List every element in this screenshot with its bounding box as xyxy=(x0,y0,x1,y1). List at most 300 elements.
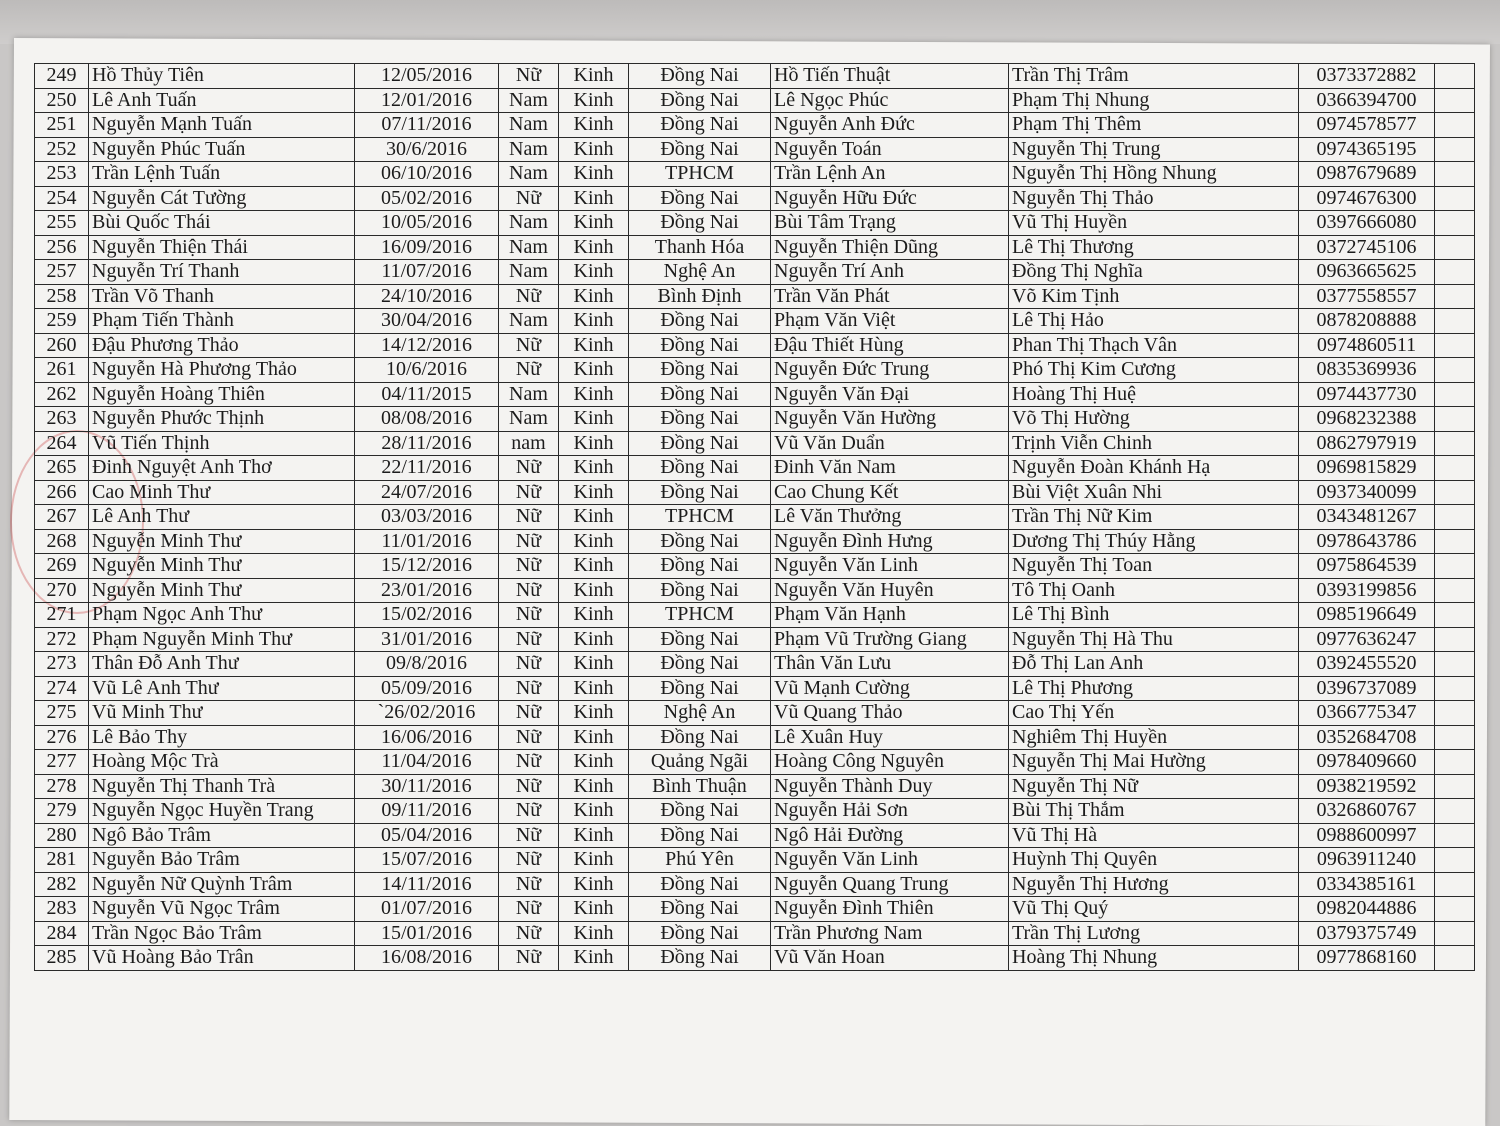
table-row xyxy=(35,529,1475,554)
hometown-cell: Đồng Nai xyxy=(629,652,771,677)
hometown-cell: TPHCM xyxy=(629,162,771,187)
ethnicity-cell: Kinh xyxy=(559,603,629,628)
hometown-cell: Phú Yên xyxy=(629,848,771,873)
ethnicity-cell: Kinh xyxy=(559,725,629,750)
birth-date-cell: 11/07/2016 xyxy=(355,260,499,285)
birth-date-cell: 15/02/2016 xyxy=(355,603,499,628)
empty-cell xyxy=(1435,64,1475,89)
table-row xyxy=(35,921,1475,946)
empty-cell xyxy=(1435,529,1475,554)
table-row xyxy=(35,137,1475,162)
empty-cell xyxy=(1435,652,1475,677)
gender-cell: Nữ xyxy=(499,480,559,505)
ethnicity-cell: Kinh xyxy=(559,260,629,285)
table-row xyxy=(35,64,1475,89)
row-number-cell: 269 xyxy=(35,554,89,579)
hometown-cell: Thanh Hóa xyxy=(629,235,771,260)
father-name-cell: Trần Lệnh An xyxy=(771,162,1009,187)
father-name-cell: Lê Văn Thưởng xyxy=(771,505,1009,530)
ethnicity-cell: Kinh xyxy=(559,431,629,456)
table-row xyxy=(35,480,1475,505)
empty-cell xyxy=(1435,505,1475,530)
row-number-cell: 265 xyxy=(35,456,89,481)
mother-name-cell: Vũ Thị Huyền xyxy=(1009,211,1299,236)
mother-name-cell: Nguyễn Thị Mai Hường xyxy=(1009,750,1299,775)
mother-name-cell: Hoàng Thị Nhung xyxy=(1009,946,1299,971)
student-roster-table xyxy=(34,63,1475,971)
empty-cell xyxy=(1435,774,1475,799)
mother-name-cell: Phan Thị Thạch Vân xyxy=(1009,333,1299,358)
ethnicity-cell: Kinh xyxy=(559,774,629,799)
empty-cell xyxy=(1435,823,1475,848)
row-number-cell: 267 xyxy=(35,505,89,530)
student-name-cell: Nguyễn Ngọc Huyền Trang xyxy=(89,799,355,824)
hometown-cell: Bình Định xyxy=(629,284,771,309)
father-name-cell: Nguyễn Văn Linh xyxy=(771,554,1009,579)
empty-cell xyxy=(1435,725,1475,750)
father-name-cell: Nguyễn Anh Đức xyxy=(771,113,1009,138)
empty-cell xyxy=(1435,113,1475,138)
phone-number-cell: 0974365195 xyxy=(1299,137,1435,162)
hometown-cell: Đồng Nai xyxy=(629,872,771,897)
phone-number-cell: 0366394700 xyxy=(1299,88,1435,113)
mother-name-cell: Nguyễn Thị Nữ xyxy=(1009,774,1299,799)
birth-date-cell: 14/11/2016 xyxy=(355,872,499,897)
birth-date-cell: 11/04/2016 xyxy=(355,750,499,775)
student-name-cell: Nguyễn Minh Thư xyxy=(89,554,355,579)
gender-cell: Nữ xyxy=(499,872,559,897)
background-shadow xyxy=(0,0,1500,44)
father-name-cell: Hoàng Công Nguyên xyxy=(771,750,1009,775)
gender-cell: Nữ xyxy=(499,529,559,554)
birth-date-cell: 08/08/2016 xyxy=(355,407,499,432)
gender-cell: Nam xyxy=(499,88,559,113)
father-name-cell: Thân Văn Lưu xyxy=(771,652,1009,677)
mother-name-cell: Lê Thị Thương xyxy=(1009,235,1299,260)
mother-name-cell: Bùi Việt Xuân Nhi xyxy=(1009,480,1299,505)
student-name-cell: Thân Đỗ Anh Thư xyxy=(89,652,355,677)
row-number-cell: 263 xyxy=(35,407,89,432)
phone-number-cell: 0326860767 xyxy=(1299,799,1435,824)
student-name-cell: Nguyễn Phước Thịnh xyxy=(89,407,355,432)
table-row xyxy=(35,750,1475,775)
father-name-cell: Vũ Quang Thảo xyxy=(771,701,1009,726)
mother-name-cell: Trịnh Viễn Chinh xyxy=(1009,431,1299,456)
gender-cell: Nữ xyxy=(499,505,559,530)
gender-cell: Nữ xyxy=(499,750,559,775)
gender-cell: Nữ xyxy=(499,799,559,824)
gender-cell: Nam xyxy=(499,235,559,260)
birth-date-cell: 12/05/2016 xyxy=(355,64,499,89)
table-row xyxy=(35,652,1475,677)
mother-name-cell: Trần Thị Nữ Kim xyxy=(1009,505,1299,530)
phone-number-cell: 0366775347 xyxy=(1299,701,1435,726)
phone-number-cell: 0977636247 xyxy=(1299,627,1435,652)
row-number-cell: 285 xyxy=(35,946,89,971)
student-name-cell: Nguyễn Nữ Quỳnh Trâm xyxy=(89,872,355,897)
phone-number-cell: 0978409660 xyxy=(1299,750,1435,775)
empty-cell xyxy=(1435,897,1475,922)
ethnicity-cell: Kinh xyxy=(559,627,629,652)
hometown-cell: Quảng Ngãi xyxy=(629,750,771,775)
mother-name-cell: Cao Thị Yến xyxy=(1009,701,1299,726)
mother-name-cell: Phạm Thị Thêm xyxy=(1009,113,1299,138)
ethnicity-cell: Kinh xyxy=(559,921,629,946)
ethnicity-cell: Kinh xyxy=(559,235,629,260)
ethnicity-cell: Kinh xyxy=(559,88,629,113)
empty-cell xyxy=(1435,603,1475,628)
phone-number-cell: 0397666080 xyxy=(1299,211,1435,236)
row-number-cell: 280 xyxy=(35,823,89,848)
phone-number-cell: 0372745106 xyxy=(1299,235,1435,260)
student-name-cell: Nguyễn Trí Thanh xyxy=(89,260,355,285)
student-name-cell: Vũ Minh Thư xyxy=(89,701,355,726)
empty-cell xyxy=(1435,578,1475,603)
row-number-cell: 256 xyxy=(35,235,89,260)
gender-cell: Nam xyxy=(499,137,559,162)
table-row xyxy=(35,799,1475,824)
table-row xyxy=(35,211,1475,236)
gender-cell: Nữ xyxy=(499,823,559,848)
father-name-cell: Nguyễn Hữu Đức xyxy=(771,186,1009,211)
phone-number-cell: 0938219592 xyxy=(1299,774,1435,799)
hometown-cell: Đồng Nai xyxy=(629,113,771,138)
phone-number-cell: 0968232388 xyxy=(1299,407,1435,432)
empty-cell xyxy=(1435,554,1475,579)
student-name-cell: Nguyễn Cát Tường xyxy=(89,186,355,211)
phone-number-cell: 0974860511 xyxy=(1299,333,1435,358)
ethnicity-cell: Kinh xyxy=(559,309,629,334)
mother-name-cell: Trần Thị Lương xyxy=(1009,921,1299,946)
row-number-cell: 278 xyxy=(35,774,89,799)
table-row xyxy=(35,578,1475,603)
mother-name-cell: Phạm Thị Nhung xyxy=(1009,88,1299,113)
gender-cell: Nam xyxy=(499,260,559,285)
hometown-cell: Đồng Nai xyxy=(629,823,771,848)
row-number-cell: 254 xyxy=(35,186,89,211)
father-name-cell: Cao Chung Kết xyxy=(771,480,1009,505)
father-name-cell: Nguyễn Đức Trung xyxy=(771,358,1009,383)
birth-date-cell: 15/01/2016 xyxy=(355,921,499,946)
hometown-cell: Đồng Nai xyxy=(629,799,771,824)
ethnicity-cell: Kinh xyxy=(559,333,629,358)
hometown-cell: Đồng Nai xyxy=(629,309,771,334)
phone-number-cell: 0985196649 xyxy=(1299,603,1435,628)
empty-cell xyxy=(1435,284,1475,309)
phone-number-cell: 0937340099 xyxy=(1299,480,1435,505)
table-row xyxy=(35,848,1475,873)
student-name-cell: Hoàng Mộc Trà xyxy=(89,750,355,775)
table-row xyxy=(35,627,1475,652)
mother-name-cell: Trần Thị Trâm xyxy=(1009,64,1299,89)
table-row xyxy=(35,309,1475,334)
ethnicity-cell: Kinh xyxy=(559,358,629,383)
hometown-cell: Đồng Nai xyxy=(629,186,771,211)
student-name-cell: Phạm Nguyễn Minh Thư xyxy=(89,627,355,652)
student-name-cell: Nguyễn Phúc Tuấn xyxy=(89,137,355,162)
row-number-cell: 272 xyxy=(35,627,89,652)
empty-cell xyxy=(1435,750,1475,775)
ethnicity-cell: Kinh xyxy=(559,554,629,579)
student-name-cell: Lê Bảo Thy xyxy=(89,725,355,750)
ethnicity-cell: Kinh xyxy=(559,186,629,211)
table-row xyxy=(35,725,1475,750)
birth-date-cell: 01/07/2016 xyxy=(355,897,499,922)
table-row xyxy=(35,407,1475,432)
row-number-cell: 266 xyxy=(35,480,89,505)
empty-cell xyxy=(1435,309,1475,334)
student-name-cell: Nguyễn Bảo Trâm xyxy=(89,848,355,873)
hometown-cell: Đồng Nai xyxy=(629,529,771,554)
row-number-cell: 268 xyxy=(35,529,89,554)
hometown-cell: Đồng Nai xyxy=(629,554,771,579)
father-name-cell: Vũ Văn Hoan xyxy=(771,946,1009,971)
gender-cell: Nữ xyxy=(499,64,559,89)
row-number-cell: 253 xyxy=(35,162,89,187)
birth-date-cell: 05/09/2016 xyxy=(355,676,499,701)
phone-number-cell: 0974578577 xyxy=(1299,113,1435,138)
student-name-cell: Lê Anh Tuấn xyxy=(89,88,355,113)
row-number-cell: 261 xyxy=(35,358,89,383)
mother-name-cell: Võ Thị Hường xyxy=(1009,407,1299,432)
phone-number-cell: 0835369936 xyxy=(1299,358,1435,383)
empty-cell xyxy=(1435,946,1475,971)
table-row xyxy=(35,333,1475,358)
empty-cell xyxy=(1435,799,1475,824)
student-name-cell: Vũ Tiến Thịnh xyxy=(89,431,355,456)
gender-cell: Nữ xyxy=(499,627,559,652)
empty-cell xyxy=(1435,848,1475,873)
gender-cell: Nữ xyxy=(499,725,559,750)
student-name-cell: Trần Ngọc Bảo Trâm xyxy=(89,921,355,946)
gender-cell: Nam xyxy=(499,162,559,187)
empty-cell xyxy=(1435,480,1475,505)
birth-date-cell: 16/06/2016 xyxy=(355,725,499,750)
father-name-cell: Nguyễn Văn Hường xyxy=(771,407,1009,432)
table-row xyxy=(35,701,1475,726)
gender-cell: Nữ xyxy=(499,603,559,628)
father-name-cell: Trần Phương Nam xyxy=(771,921,1009,946)
mother-name-cell: Nguyễn Đoàn Khánh Hạ xyxy=(1009,456,1299,481)
table-row xyxy=(35,186,1475,211)
ethnicity-cell: Kinh xyxy=(559,848,629,873)
table-row xyxy=(35,456,1475,481)
empty-cell xyxy=(1435,407,1475,432)
birth-date-cell: 30/6/2016 xyxy=(355,137,499,162)
row-number-cell: 250 xyxy=(35,88,89,113)
ethnicity-cell: Kinh xyxy=(559,382,629,407)
empty-cell xyxy=(1435,872,1475,897)
empty-cell xyxy=(1435,333,1475,358)
gender-cell: Nữ xyxy=(499,701,559,726)
student-name-cell: Hồ Thủy Tiên xyxy=(89,64,355,89)
row-number-cell: 258 xyxy=(35,284,89,309)
birth-date-cell: 05/02/2016 xyxy=(355,186,499,211)
birth-date-cell: 16/09/2016 xyxy=(355,235,499,260)
table-row xyxy=(35,897,1475,922)
phone-number-cell: 0392455520 xyxy=(1299,652,1435,677)
student-name-cell: Vũ Hoàng Bảo Trân xyxy=(89,946,355,971)
ethnicity-cell: Kinh xyxy=(559,505,629,530)
table-row xyxy=(35,260,1475,285)
student-name-cell: Nguyễn Hà Phương Thảo xyxy=(89,358,355,383)
student-name-cell: Đậu Phương Thảo xyxy=(89,333,355,358)
birth-date-cell: 10/6/2016 xyxy=(355,358,499,383)
mother-name-cell: Nguyễn Thị Thảo xyxy=(1009,186,1299,211)
row-number-cell: 277 xyxy=(35,750,89,775)
table-row xyxy=(35,382,1475,407)
row-number-cell: 275 xyxy=(35,701,89,726)
hometown-cell: Đồng Nai xyxy=(629,627,771,652)
hometown-cell: Đồng Nai xyxy=(629,64,771,89)
empty-cell xyxy=(1435,921,1475,946)
father-name-cell: Nguyễn Đình Hưng xyxy=(771,529,1009,554)
table-row xyxy=(35,113,1475,138)
ethnicity-cell: Kinh xyxy=(559,64,629,89)
hometown-cell: Đồng Nai xyxy=(629,382,771,407)
father-name-cell: Đậu Thiết Hùng xyxy=(771,333,1009,358)
phone-number-cell: 0352684708 xyxy=(1299,725,1435,750)
table-row xyxy=(35,774,1475,799)
student-name-cell: Cao Minh Thư xyxy=(89,480,355,505)
student-name-cell: Lê Anh Thư xyxy=(89,505,355,530)
gender-cell: Nam xyxy=(499,113,559,138)
phone-number-cell: 0982044886 xyxy=(1299,897,1435,922)
father-name-cell: Phạm Văn Việt xyxy=(771,309,1009,334)
father-name-cell: Phạm Vũ Trường Giang xyxy=(771,627,1009,652)
birth-date-cell: 06/10/2016 xyxy=(355,162,499,187)
birth-date-cell: 30/11/2016 xyxy=(355,774,499,799)
empty-cell xyxy=(1435,701,1475,726)
gender-cell: nam xyxy=(499,431,559,456)
birth-date-cell: 31/01/2016 xyxy=(355,627,499,652)
gender-cell: Nữ xyxy=(499,774,559,799)
gender-cell: Nữ xyxy=(499,848,559,873)
mother-name-cell: Vũ Thị Hà xyxy=(1009,823,1299,848)
father-name-cell: Ngô Hải Đường xyxy=(771,823,1009,848)
table-row xyxy=(35,603,1475,628)
father-name-cell: Phạm Văn Hạnh xyxy=(771,603,1009,628)
father-name-cell: Nguyễn Văn Đại xyxy=(771,382,1009,407)
birth-date-cell: 04/11/2015 xyxy=(355,382,499,407)
ethnicity-cell: Kinh xyxy=(559,137,629,162)
empty-cell xyxy=(1435,88,1475,113)
gender-cell: Nữ xyxy=(499,578,559,603)
mother-name-cell: Đồng Thị Nghĩa xyxy=(1009,260,1299,285)
hometown-cell: Đồng Nai xyxy=(629,946,771,971)
empty-cell xyxy=(1435,186,1475,211)
student-name-cell: Nguyễn Minh Thư xyxy=(89,529,355,554)
gender-cell: Nữ xyxy=(499,897,559,922)
mother-name-cell: Nguyễn Thị Hà Thu xyxy=(1009,627,1299,652)
birth-date-cell: 07/11/2016 xyxy=(355,113,499,138)
phone-number-cell: 0393199856 xyxy=(1299,578,1435,603)
phone-number-cell: 0377558557 xyxy=(1299,284,1435,309)
hometown-cell: Đồng Nai xyxy=(629,88,771,113)
empty-cell xyxy=(1435,260,1475,285)
phone-number-cell: 0963911240 xyxy=(1299,848,1435,873)
father-name-cell: Bùi Tâm Trạng xyxy=(771,211,1009,236)
empty-cell xyxy=(1435,162,1475,187)
father-name-cell: Nguyễn Hải Sơn xyxy=(771,799,1009,824)
roster-body xyxy=(35,64,1475,971)
row-number-cell: 282 xyxy=(35,872,89,897)
mother-name-cell: Nguyễn Thị Toan xyxy=(1009,554,1299,579)
student-name-cell: Nguyễn Thị Thanh Trà xyxy=(89,774,355,799)
birth-date-cell: 16/08/2016 xyxy=(355,946,499,971)
ethnicity-cell: Kinh xyxy=(559,113,629,138)
row-number-cell: 264 xyxy=(35,431,89,456)
gender-cell: Nam xyxy=(499,309,559,334)
row-number-cell: 262 xyxy=(35,382,89,407)
gender-cell: Nữ xyxy=(499,676,559,701)
father-name-cell: Nguyễn Đình Thiên xyxy=(771,897,1009,922)
mother-name-cell: Lê Thị Bình xyxy=(1009,603,1299,628)
ethnicity-cell: Kinh xyxy=(559,872,629,897)
phone-number-cell: 0977868160 xyxy=(1299,946,1435,971)
student-name-cell: Nguyễn Thiện Thái xyxy=(89,235,355,260)
row-number-cell: 283 xyxy=(35,897,89,922)
birth-date-cell: 30/04/2016 xyxy=(355,309,499,334)
row-number-cell: 249 xyxy=(35,64,89,89)
hometown-cell: Đồng Nai xyxy=(629,676,771,701)
mother-name-cell: Dương Thị Thúy Hằng xyxy=(1009,529,1299,554)
row-number-cell: 279 xyxy=(35,799,89,824)
table-row xyxy=(35,358,1475,383)
ethnicity-cell: Kinh xyxy=(559,652,629,677)
row-number-cell: 274 xyxy=(35,676,89,701)
student-name-cell: Nguyễn Mạnh Tuấn xyxy=(89,113,355,138)
father-name-cell: Hồ Tiến Thuật xyxy=(771,64,1009,89)
ethnicity-cell: Kinh xyxy=(559,284,629,309)
birth-date-cell: 15/12/2016 xyxy=(355,554,499,579)
ethnicity-cell: Kinh xyxy=(559,456,629,481)
ethnicity-cell: Kinh xyxy=(559,578,629,603)
birth-date-cell: 05/04/2016 xyxy=(355,823,499,848)
father-name-cell: Nguyễn Văn Linh xyxy=(771,848,1009,873)
mother-name-cell: Bùi Thị Thắm xyxy=(1009,799,1299,824)
phone-number-cell: 0379375749 xyxy=(1299,921,1435,946)
father-name-cell: Nguyễn Quang Trung xyxy=(771,872,1009,897)
student-name-cell: Nguyễn Vũ Ngọc Trâm xyxy=(89,897,355,922)
row-number-cell: 284 xyxy=(35,921,89,946)
gender-cell: Nữ xyxy=(499,921,559,946)
row-number-cell: 273 xyxy=(35,652,89,677)
phone-number-cell: 0396737089 xyxy=(1299,676,1435,701)
hometown-cell: TPHCM xyxy=(629,603,771,628)
father-name-cell: Nguyễn Văn Huyên xyxy=(771,578,1009,603)
hometown-cell: Đồng Nai xyxy=(629,431,771,456)
mother-name-cell: Vũ Thị Quý xyxy=(1009,897,1299,922)
hometown-cell: Đồng Nai xyxy=(629,456,771,481)
hometown-cell: Đồng Nai xyxy=(629,578,771,603)
table-row xyxy=(35,823,1475,848)
gender-cell: Nữ xyxy=(499,456,559,481)
gender-cell: Nam xyxy=(499,407,559,432)
gender-cell: Nữ xyxy=(499,333,559,358)
row-number-cell: 255 xyxy=(35,211,89,236)
birth-date-cell: `26/02/2016 xyxy=(355,701,499,726)
father-name-cell: Nguyễn Trí Anh xyxy=(771,260,1009,285)
mother-name-cell: Nghiêm Thị Huyền xyxy=(1009,725,1299,750)
phone-number-cell: 0987679689 xyxy=(1299,162,1435,187)
father-name-cell: Trần Văn Phát xyxy=(771,284,1009,309)
empty-cell xyxy=(1435,137,1475,162)
birth-date-cell: 12/01/2016 xyxy=(355,88,499,113)
gender-cell: Nữ xyxy=(499,358,559,383)
father-name-cell: Đinh Văn Nam xyxy=(771,456,1009,481)
hometown-cell: Đồng Nai xyxy=(629,897,771,922)
